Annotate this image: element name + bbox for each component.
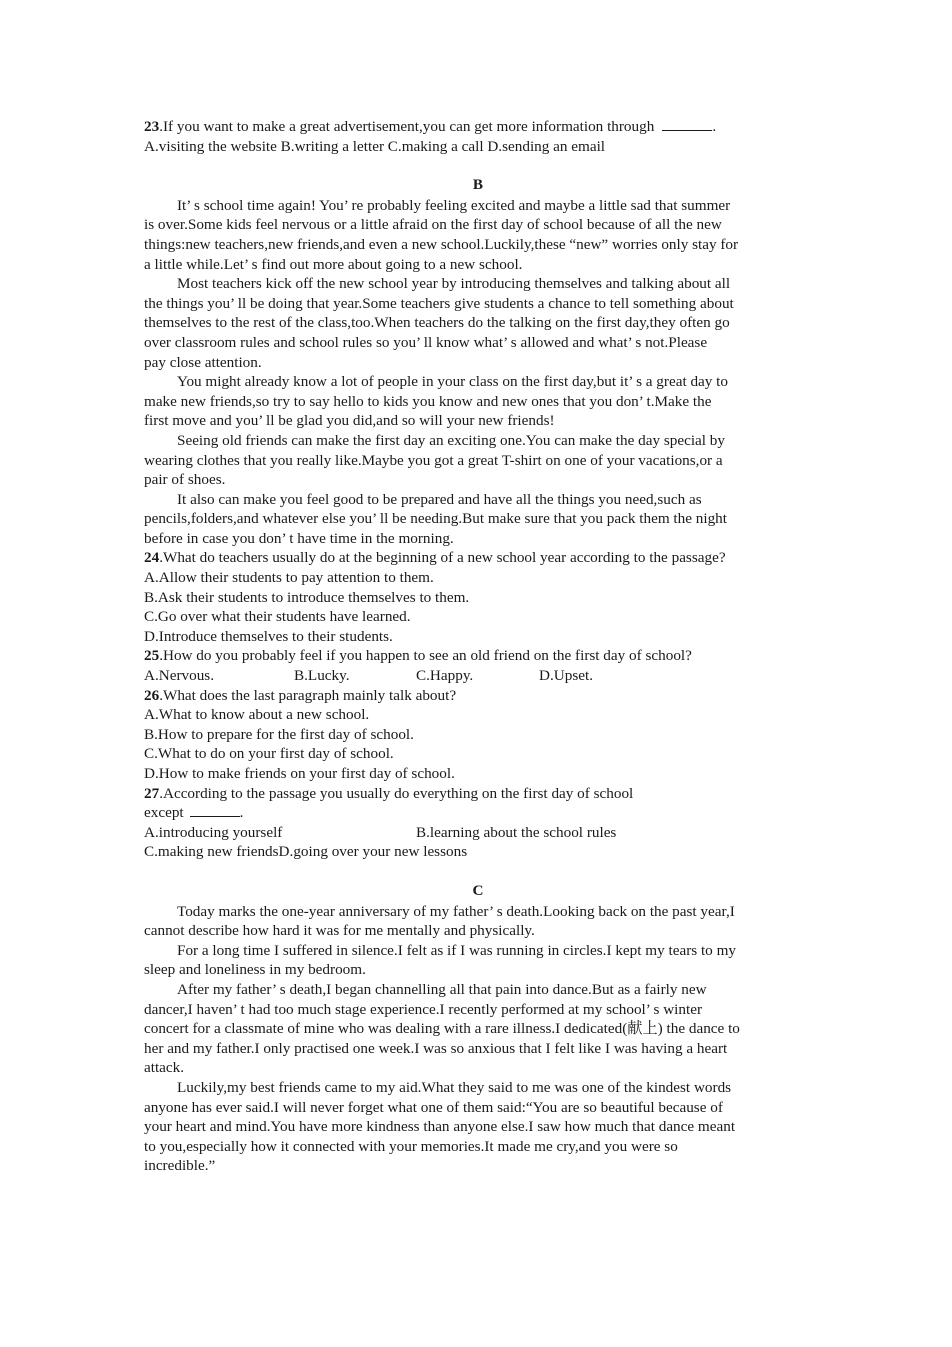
passage-line: sleep and loneliness in my bedroom. — [144, 961, 366, 979]
option-a[interactable]: A.What to know about a new school. — [144, 706, 370, 724]
passage-line: pay close attention. — [144, 353, 262, 371]
passage-line: the things you’ ll be doing that year.Some teachers give students a chance to tell something about — [144, 294, 734, 312]
question-27 — [144, 784, 812, 804]
exam-page — [144, 117, 812, 1176]
question-27-options-row2[interactable]: C.making new friendsD.going over your new lessons — [144, 843, 468, 861]
question-number: 26 — [144, 686, 160, 704]
passage-line: before in case you don’ t have time in the morning. — [144, 529, 454, 547]
passage-line: wearing clothes that you really like.Maybe you got a great T-shirt on one of your vacations,or a — [144, 451, 723, 469]
passage-line: a little while.Let’ s find out more about going to a new school. — [144, 255, 523, 273]
question-23: 23.If you want to make a great advertisement,you can get more information through . — [144, 118, 717, 135]
passage-line: You might already know a lot of people in your class on the first day,but it’ s a great day to — [177, 373, 728, 391]
section-heading-c: C — [472, 881, 484, 899]
passage-line: is over.Some kids feel nervous or a little afraid on the first day of school because of all the new — [144, 216, 722, 234]
passage-b — [144, 196, 812, 549]
section-heading-b: B — [472, 176, 484, 194]
option-a[interactable]: A.Allow their students to pay attention to them. — [144, 569, 434, 587]
question-24 — [144, 548, 812, 568]
passage-line: concert for a classmate of mine who was dealing with a rare illness.I dedicated(献上) the dance to — [144, 1020, 740, 1038]
option-a[interactable]: A.Nervous. — [144, 667, 215, 685]
passage-line: anyone has ever said.I will never forget what one of them said:“You are so beautiful because of — [144, 1098, 723, 1116]
question-text: .According to the passage you usually do everything on the first day of school — [159, 784, 634, 802]
question-text: .If you want to make a great advertisement,you can get more information through — [159, 118, 655, 135]
passage-line: over classroom rules and school rules so you’ ll know what’ s allowed and what’ s not.Please — [144, 333, 708, 351]
question-25 — [144, 646, 812, 666]
passage-line: It also can make you feel good to be prepared and have all the things you need,such as — [177, 490, 702, 508]
question-number: 27 — [144, 784, 160, 802]
answer-blank[interactable] — [662, 117, 712, 131]
passage-line: make new friends,so try to say hello to kids you know and new ones that you don’ t.Make the — [144, 392, 712, 410]
question-27-options-row1 — [144, 823, 812, 843]
passage-line: Today marks the one-year anniversary of my father’ s death.Looking back on the past year,I — [177, 902, 735, 920]
option-a[interactable]: A.introducing yourself — [144, 823, 283, 841]
passage-line: attack. — [144, 1059, 185, 1077]
passage-line: Seeing old friends can make the first day an exciting one.You can make the day special by — [177, 431, 725, 449]
passage-line: Luckily,my best friends came to my aid.What they said to me was one of the kindest words — [177, 1078, 732, 1096]
option-d[interactable]: D.How to make friends on your first day of school. — [144, 765, 455, 782]
passage-line: your heart and mind.You have more kindness than anyone else.I saw how much that dance meant — [144, 1118, 736, 1136]
question-text: .How do you probably feel if you happen to see an old friend on the first day of school? — [159, 647, 692, 665]
option-d[interactable]: D.Introduce themselves to their students. — [144, 627, 393, 645]
passage-line: pencils,folders,and whatever else you’ ll be needing.But make sure that you pack them the night — [144, 510, 727, 528]
passage-line: first move and you’ ll be glad you did,and so will your new friends! — [144, 412, 555, 430]
question-text: .What do teachers usually do at the beginning of a new school year according to the passage? — [159, 549, 726, 567]
passage-line: dancer,I haven’ t had too much stage experience.I recently performed at my school’ s winter — [144, 1000, 702, 1018]
option-b[interactable]: B.Ask their students to introduce themselves to them. — [144, 588, 470, 606]
option-b[interactable]: B.How to prepare for the first day of school. — [144, 725, 414, 743]
question-text: .What does the last paragraph mainly talk about? — [159, 686, 457, 704]
option-c[interactable]: C.Happy. — [416, 667, 474, 685]
option-c[interactable]: C.What to do on your first day of school. — [144, 745, 394, 763]
option-d[interactable]: D.Upset. — [539, 667, 593, 685]
passage-line: themselves to the rest of the class,too.When teachers do the talking on the first day,they often go — [144, 314, 730, 332]
question-25-options — [144, 666, 812, 686]
passage-line: things:new teachers,new friends,and even a new school.Luckily,these “new” worries only stay for — [144, 235, 739, 253]
passage-line: It’ s school time again! You’ re probably feeling excited and maybe a little sad that summer — [177, 196, 731, 214]
question-26 — [144, 686, 812, 706]
passage-c — [144, 902, 812, 1176]
passage-line: pair of shoes. — [144, 471, 226, 489]
passage-line: incredible.” — [144, 1157, 216, 1175]
question-number: 25 — [144, 647, 160, 665]
question-23-options: A.visiting the website B.writing a letter C.making a call D.sending an email — [144, 137, 606, 155]
option-b[interactable]: B.Lucky. — [294, 667, 350, 685]
passage-line: cannot describe how hard it was for me mentally and physically. — [144, 922, 535, 940]
option-c[interactable]: C.Go over what their students have learned. — [144, 608, 411, 626]
passage-line: her and my father.I only practised one week.I was so anxious that I felt like I was having a heart — [144, 1039, 728, 1057]
question-number: 24 — [144, 549, 160, 567]
passage-line: Most teachers kick off the new school year by introducing themselves and talking about all — [177, 275, 731, 293]
passage-line: to you,especially how it connected with your memories.It made me cry,and you were so — [144, 1137, 678, 1155]
passage-line: For a long time I suffered in silence.I felt as if I was running in circles.I kept my tears to my — [177, 941, 736, 959]
question-number: 23 — [144, 118, 160, 135]
option-b[interactable]: B.learning about the school rules — [416, 823, 617, 841]
passage-line: After my father’ s death,I began channelling all that pain into dance.But as a fairly new — [177, 980, 707, 998]
answer-blank[interactable] — [190, 803, 240, 817]
question-27-continued: except . — [144, 804, 244, 822]
